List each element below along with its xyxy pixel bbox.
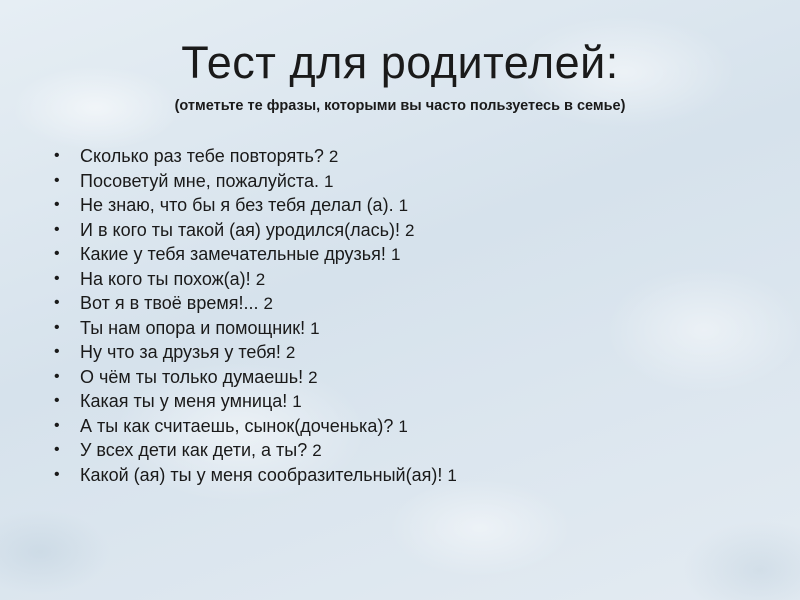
list-item	[54, 340, 784, 365]
phrase-text: Какие у тебя замечательные друзья!	[80, 244, 386, 264]
bullet-icon: •	[54, 171, 60, 189]
bullet-icon: •	[54, 392, 60, 409]
phrase-score: 1	[310, 318, 320, 338]
phrase-score: 2	[308, 367, 318, 387]
phrase-text: Какая ты у меня умница!	[80, 391, 288, 411]
bullet-icon: •	[54, 269, 60, 287]
list-item	[54, 169, 784, 194]
phrase-score: 2	[255, 269, 266, 289]
list-item	[54, 389, 784, 414]
slide-title: Тест для родителей:	[181, 37, 619, 88]
slide-subtitle: (отметьте те фразы, которыми вы часто пользуетесь в семье)	[174, 98, 626, 114]
phrase-text: А ты как считаешь, сынок(доченька)?	[80, 415, 394, 436]
phrase-score: 2	[285, 343, 296, 362]
phrase-text: Сколько раз тебе повторять?	[80, 146, 324, 166]
list-item	[54, 267, 784, 292]
bullet-icon: •	[54, 318, 60, 336]
phrase-text: На кого ты похож(а)!	[80, 268, 251, 289]
bullet-icon: •	[54, 416, 60, 434]
bullet-icon: •	[54, 343, 60, 360]
list-item	[54, 414, 784, 439]
bullet-icon: •	[54, 220, 60, 238]
phrase-score: 2	[263, 294, 273, 313]
list-item	[54, 291, 784, 316]
bullet-icon: •	[54, 367, 60, 385]
phrase-score: 2	[312, 441, 322, 460]
phrase-text: Ты нам опора и помощник!	[80, 317, 306, 338]
phrase-score: 1	[447, 465, 457, 485]
bullet-icon: •	[54, 465, 60, 483]
phrase-text: Какой (ая) ты у меня сообразительный(ая)!	[80, 464, 443, 485]
list-item	[54, 463, 784, 488]
phrase-score: 1	[292, 392, 302, 411]
phrase-text: О чём ты только думаешь!	[80, 366, 304, 387]
phrase-text: Посоветуй мне, пожалуйста.	[80, 170, 324, 191]
phrase-score: 1	[398, 416, 408, 436]
list-item	[54, 193, 784, 218]
list-item	[54, 316, 784, 341]
phrase-list	[54, 144, 784, 487]
bullet-icon: •	[54, 147, 60, 164]
list-item	[54, 438, 784, 463]
bullet-icon: •	[54, 245, 60, 262]
bullet-icon: •	[54, 196, 60, 213]
phrase-score: 1	[398, 196, 409, 215]
list-item	[54, 242, 784, 267]
list-item	[54, 144, 784, 169]
list-item	[54, 365, 784, 390]
phrase-score: 1	[323, 171, 334, 191]
phrase-score: 2	[405, 220, 415, 240]
phrase-text: И в кого ты такой (ая) уродился(лась)!	[80, 219, 401, 240]
bullet-icon: •	[54, 294, 60, 311]
phrase-score: 1	[390, 245, 401, 264]
phrase-text: Вот я в твоё время!...	[80, 293, 259, 313]
phrase-text: Не знаю, что бы я без тебя делал (а).	[80, 195, 394, 215]
phrase-text: Ну что за друзья у тебя!	[80, 342, 281, 362]
phrase-score: 2	[328, 147, 339, 166]
bullet-icon: •	[54, 441, 60, 458]
list-item	[54, 218, 784, 243]
phrase-text: У всех дети как дети, а ты?	[80, 440, 308, 460]
